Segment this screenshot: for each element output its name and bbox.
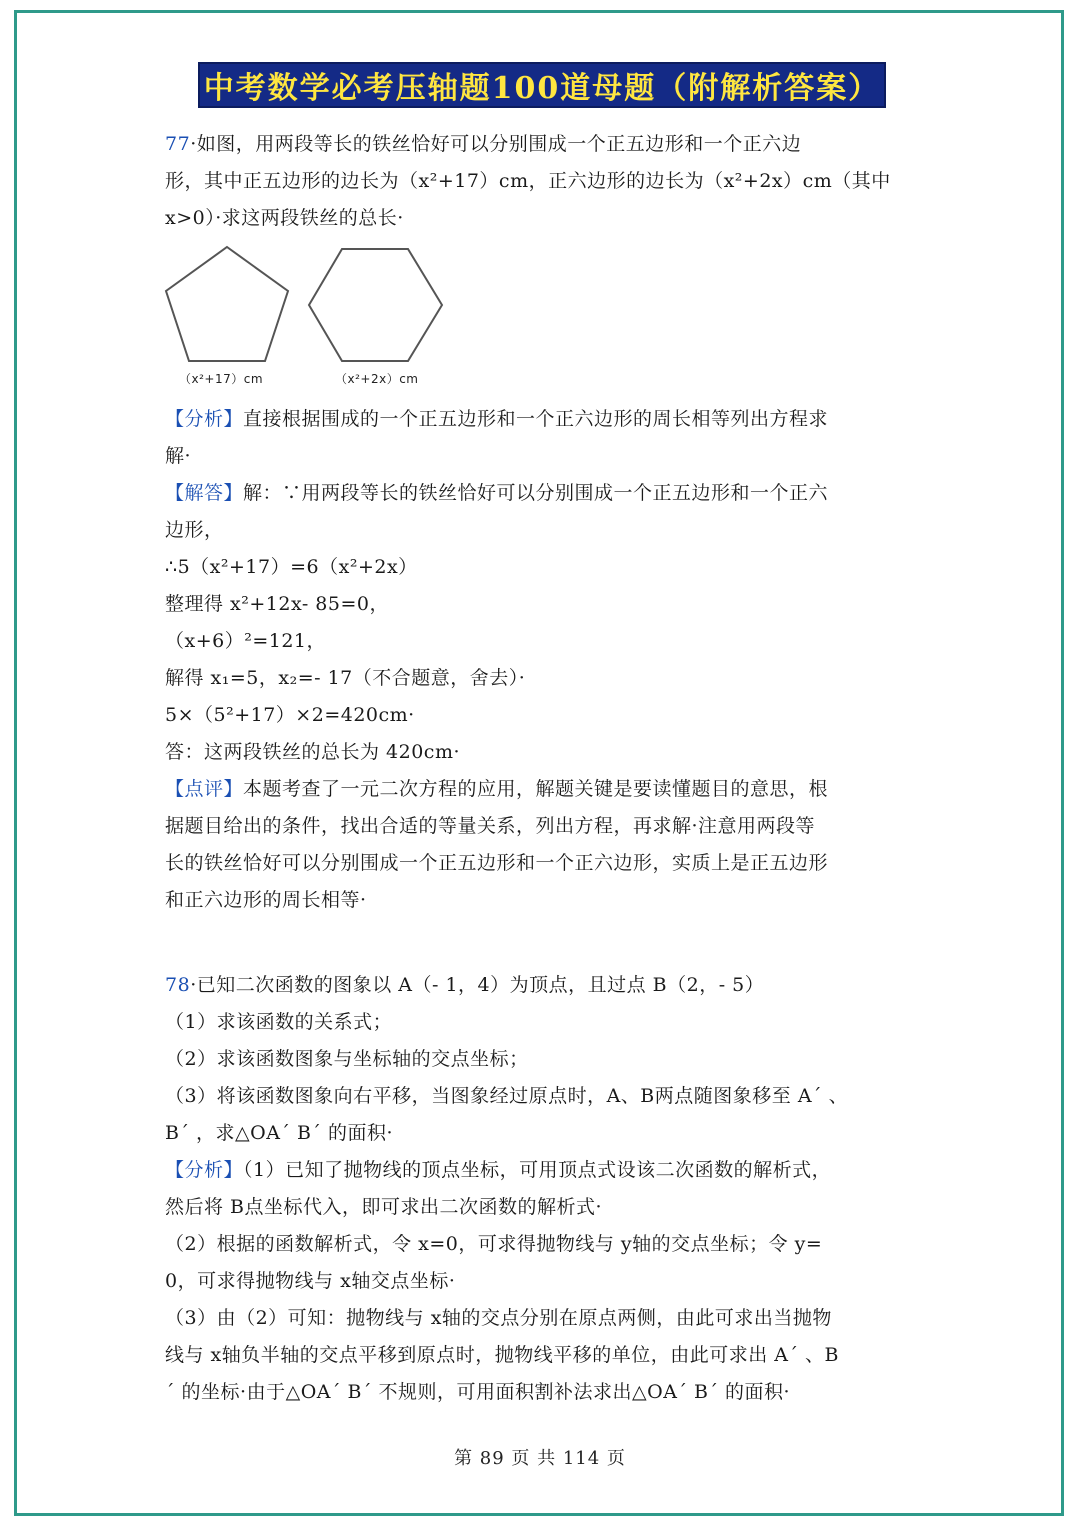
q78-line-1: [165, 967, 925, 1004]
analysis-tag: 【分析】: [165, 408, 244, 430]
q78-analysis-line-3: （2）根据的函数解析式，令 x=0，可求得抛物线与 y轴的交点坐标；令 y=: [165, 1233, 823, 1255]
q77-answer-line-8: 答：这两段铁丝的总长为 420cm·: [165, 741, 461, 763]
q77-answer-line-6: 解得 x₁=5，x₂=- 17（不合题意，舍去）·: [165, 667, 526, 689]
q78-line-3: （2）求该函数图象与坐标轴的交点坐标；: [165, 1048, 529, 1070]
q78-line-2: （1）求该函数的关系式；: [165, 1011, 393, 1033]
answer-text: 解：∵用两段等长的铁丝恰好可以分别围成一个正五边形和一个正六: [243, 482, 829, 504]
q78-analysis-line-6: 线与 x轴负半轴的交点平移到原点时，抛物线平移的单位，由此可求出 A´ 、B: [165, 1344, 840, 1366]
q77-comment-line-3: 长的铁丝恰好可以分别围成一个正五边形和一个正六边形，实质上是正五边形: [165, 852, 829, 874]
q78-analysis-line-5: （3）由（2）可知：抛物线与 x轴的交点分别在原点两侧，由此可求出当抛物: [165, 1307, 832, 1329]
comment-text: 本题考查了一元二次方程的应用，解题关键是要读懂题目的意思，根: [243, 778, 829, 800]
polygon-figure: [161, 241, 461, 369]
q78-number: 78: [165, 974, 191, 996]
q77-answer-line-7: 5×（5²+17）×2=420cm·: [165, 704, 415, 726]
pentagon-shape: [166, 247, 288, 361]
analysis-text: （1）已知了抛物线的顶点坐标，可用顶点式设该二次函数的解析式，: [243, 1159, 832, 1181]
q77-comment-line-4: 和正六边形的周长相等·: [165, 889, 367, 911]
q78-text: ·已知二次函数的图象以 A（- 1，4）为顶点，且过点 B（2，- 5）: [190, 974, 765, 996]
q78-line-4: （3）将该函数图象向右平移，当图象经过原点时，A、B两点随图象移至 A´ 、: [165, 1085, 849, 1107]
q78-line-5: B´ ，求△OA´ B´ 的面积·: [165, 1122, 393, 1144]
q77-line-1: [165, 126, 925, 163]
section-gap: [165, 919, 925, 967]
q77-figure: [165, 241, 925, 401]
q77-line-2: 形，其中正五边形的边长为（x²+17）cm，正六边形的边长为（x²+2x）cm（其中: [165, 170, 891, 192]
page-content: [165, 126, 925, 1411]
hexagon-shape: [309, 249, 442, 361]
pentagon-label: （x²+17）cm: [179, 372, 264, 386]
q77-text: ·如图，用两段等长的铁丝恰好可以分别围成一个正五边形和一个正六边: [190, 133, 802, 155]
q77-number: 77: [165, 133, 191, 155]
q77-line-3: x>0）·求这两段铁丝的总长·: [165, 207, 404, 229]
q77-answer-line-1: [165, 475, 925, 512]
q78-analysis-line-4: 0，可求得抛物线与 x轴交点坐标·: [165, 1270, 456, 1292]
page-footer: 第 89 页 共 114 页: [454, 1448, 626, 1469]
document-title: 中考数学必考压轴题100道母题（附解析答案）: [203, 71, 881, 106]
q77-answer-line-4: 整理得 x²+12x- 85=0，: [165, 593, 389, 615]
analysis-tag: 【分析】: [165, 1159, 244, 1181]
q78-analysis-line-1: [165, 1152, 925, 1189]
q77-analysis-line-2: 解·: [165, 445, 192, 467]
q77-analysis-line-1: [165, 401, 925, 438]
q78-analysis-line-2: 然后将 B点坐标代入，即可求出二次函数的解析式·: [165, 1196, 603, 1218]
analysis-text: 直接根据围成的一个正五边形和一个正六边形的周长相等列出方程求: [243, 408, 829, 430]
title-banner: [198, 62, 886, 108]
answer-tag: 【解答】: [165, 482, 244, 504]
q78-analysis-line-7: ´ 的坐标·由于△OA´ B´ 不规则，可用面积割补法求出△OA´ B´ 的面积·: [165, 1381, 791, 1403]
hexagon-label: （x²+2x）cm: [335, 372, 419, 386]
q77-answer-line-3: ∴5（x²+17）=6（x²+2x）: [165, 556, 418, 578]
q77-comment-line-2: 据题目给出的条件，找出合适的等量关系，列出方程，再求解·注意用两段等: [165, 815, 816, 837]
q77-answer-line-5: （x+6）²=121，: [165, 630, 327, 652]
q77-comment-line-1: [165, 771, 925, 808]
comment-tag: 【点评】: [165, 778, 244, 800]
q77-answer-line-2: 边形，: [165, 519, 224, 541]
